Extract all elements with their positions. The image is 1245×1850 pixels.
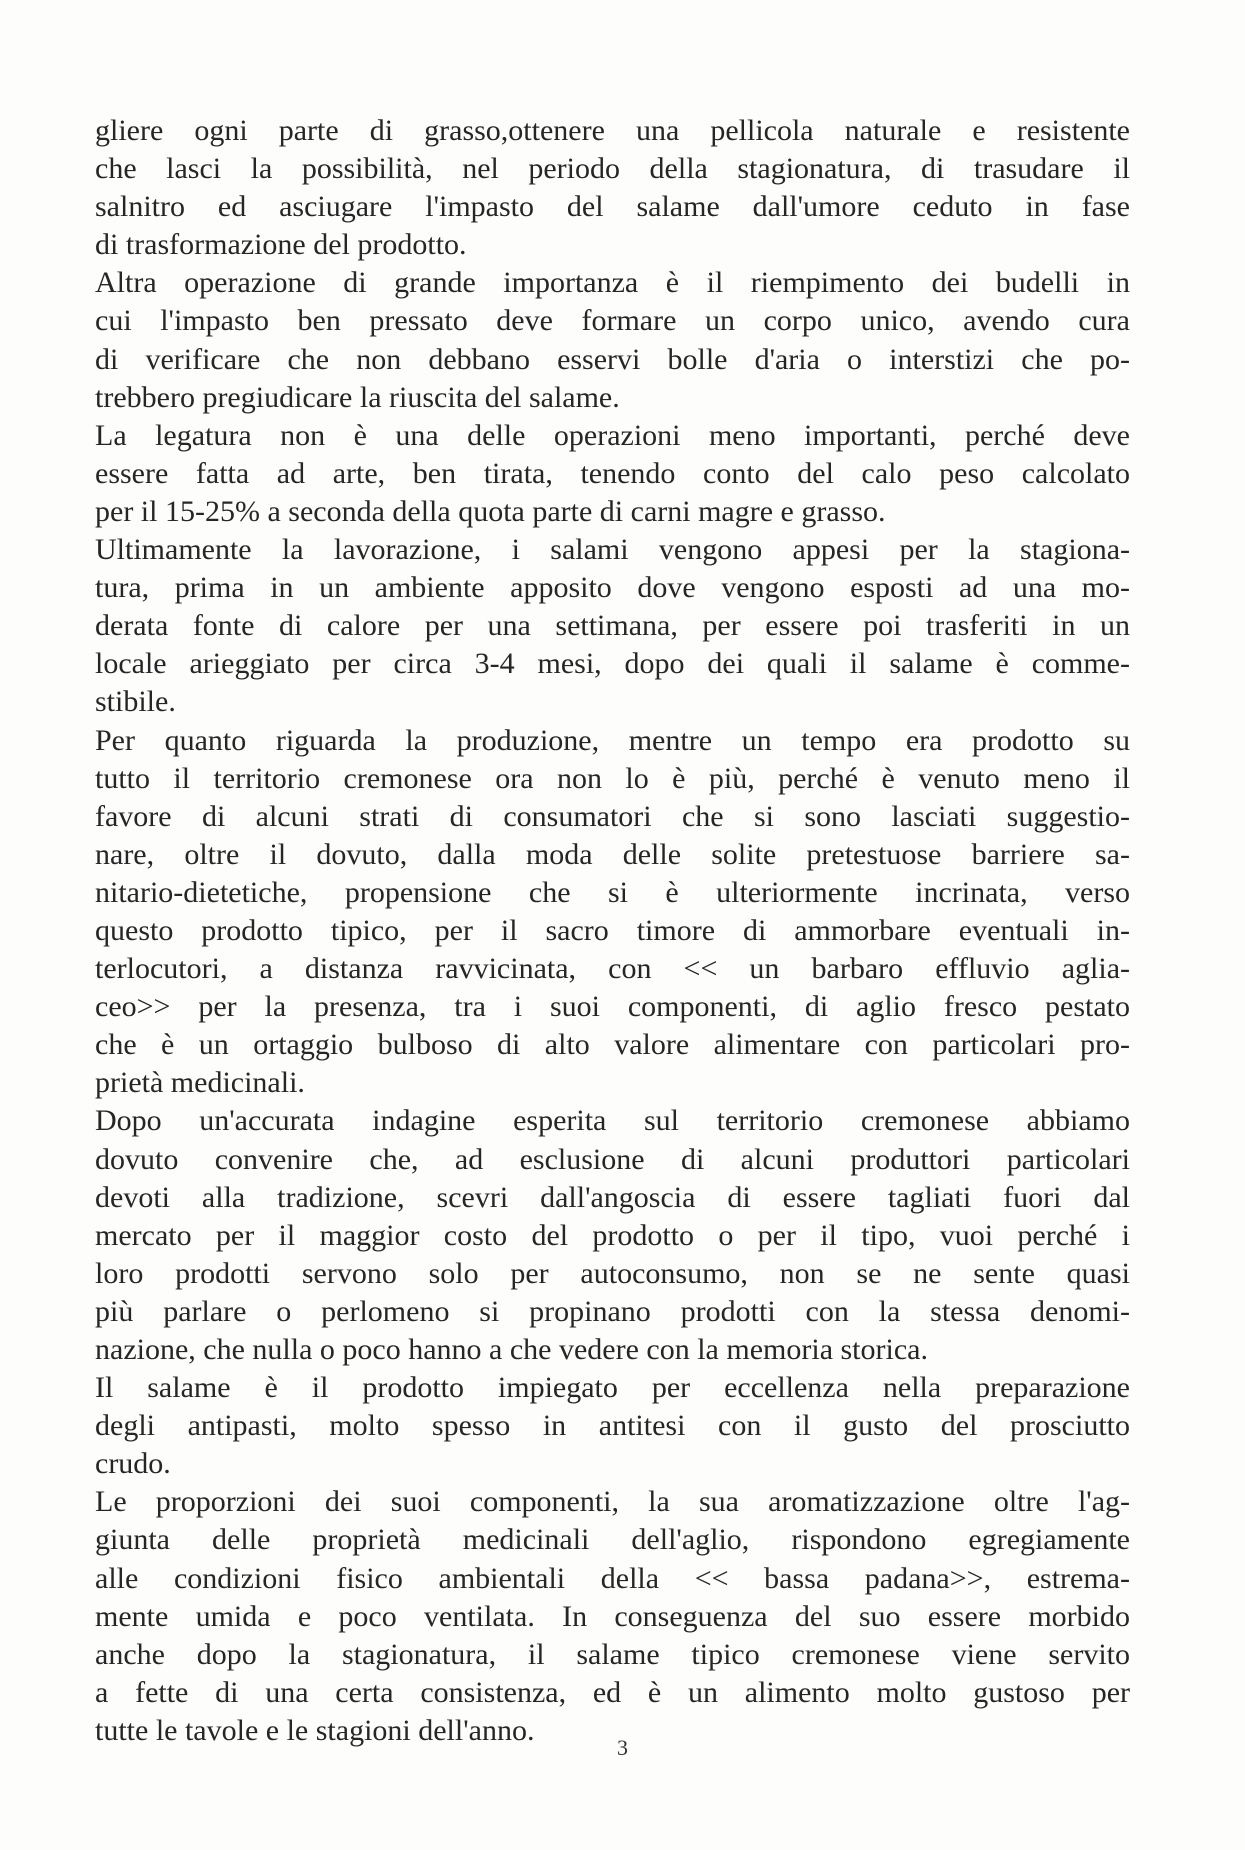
- text-line: stibile.: [95, 685, 176, 719]
- text-line: tutte le tavole e le stagioni dell'anno.: [95, 1713, 535, 1747]
- text-line: nitario-dietetiche, propensione che si è ulteriormente incrinata, verso: [95, 875, 1130, 909]
- paragraph: [95, 531, 1130, 721]
- text-line: terlocutori, a distanza ravvicinata, con << un barbaro effluvio aglia-: [95, 952, 1130, 986]
- text-line: nazione, che nulla o poco hanno a che vedere con la memoria storica.: [95, 1333, 928, 1366]
- text-line: per il 15-25% a seconda della quota parte di carni magre e grasso.: [95, 494, 886, 528]
- text-line: gliere ogni parte di grasso,ottenere una pellicola naturale e resistente: [95, 114, 1130, 147]
- text-line: favore di alcuni strati di consumatori che si sono lasciati suggestio-: [95, 799, 1130, 833]
- text-line: a fette di una certa consistenza, ed è un alimento molto gustoso per: [95, 1675, 1130, 1709]
- text-line: anche dopo la stagionatura, il salame tipico cremonese viene servito: [95, 1637, 1130, 1671]
- text-line: tura, prima in un ambiente apposito dove vengono esposti ad una mo-: [95, 571, 1130, 605]
- text-line: salnitro ed asciugare l'impasto del salame dall'umore ceduto in fase: [95, 190, 1130, 224]
- text-line: essere fatta ad arte, ben tirata, tenendo conto del calo peso calcolato: [95, 456, 1130, 490]
- paragraph: [95, 417, 1130, 531]
- text-line: cui l'impasto ben pressato deve formare un corpo unico, avendo cura: [95, 304, 1130, 338]
- text-line: più parlare o perlomeno si propinano prodotti con la stessa denomi-: [95, 1294, 1130, 1328]
- text-line: questo prodotto tipico, per il sacro timore di ammorbare eventuali in-: [95, 913, 1130, 947]
- text-line: devoti alla tradizione, scevri dall'angoscia di essere tagliati fuori dal: [95, 1180, 1130, 1214]
- page-number: 3: [617, 1735, 628, 1760]
- text-line: ceo>> per la presenza, tra i suoi componenti, di aglio fresco pestato: [95, 990, 1130, 1024]
- text-line: che è un ortaggio bulboso di alto valore alimentare con particolari pro-: [95, 1028, 1130, 1062]
- text-line: trebbero pregiudicare la riuscita del salame.: [95, 380, 620, 414]
- text-line: loro prodotti servono solo per autoconsumo, non se ne sente quasi: [95, 1256, 1130, 1290]
- text-line: alle condizioni fisico ambientali della << bassa padana>>, estrema-: [95, 1561, 1130, 1595]
- paragraph: [95, 1483, 1130, 1750]
- text-line: Ultimamente la lavorazione, i salami vengono appesi per la stagiona-: [95, 533, 1130, 567]
- text-line: di trasformazione del prodotto.: [95, 228, 467, 262]
- text-line: nare, oltre il dovuto, dalla moda delle solite pretestuose barriere sa-: [95, 837, 1130, 871]
- text-line: prietà medicinali.: [95, 1066, 305, 1100]
- paragraph: [95, 264, 1130, 416]
- text-line: locale arieggiato per circa 3-4 mesi, dopo dei quali il salame è comme-: [95, 647, 1130, 681]
- text-line: tutto il territorio cremonese ora non lo è più, perché è venuto meno il: [95, 761, 1130, 795]
- text-line: Dopo un'accurata indagine esperita sul territorio cremonese abbiamo: [95, 1104, 1130, 1138]
- text-line: che lasci la possibilità, nel periodo della stagionatura, di trasudare il: [95, 152, 1130, 186]
- paragraph: [95, 1102, 1130, 1369]
- text-line: giunta delle proprietà medicinali dell'aglio, rispondono egregiamente: [95, 1523, 1130, 1557]
- body-text: [95, 112, 1130, 1750]
- text-line: di verificare che non debbano esservi bolle d'aria o interstizi che po-: [95, 342, 1130, 376]
- text-line: mercato per il maggior costo del prodotto o per il tipo, vuoi perché i: [95, 1218, 1130, 1252]
- text-line: Il salame è il prodotto impiegato per eccellenza nella preparazione: [95, 1371, 1130, 1405]
- text-line: dovuto convenire che, ad esclusione di alcuni produttori particolari: [95, 1142, 1130, 1176]
- text-line: mente umida e poco ventilata. In conseguenza del suo essere morbido: [95, 1599, 1130, 1633]
- text-line: derata fonte di calore per una settimana, per essere poi trasferiti in un: [95, 609, 1130, 643]
- text-line: Altra operazione di grande importanza è il riempimento dei budelli in: [95, 266, 1130, 300]
- text-line: La legatura non è una delle operazioni meno importanti, perché deve: [95, 418, 1130, 452]
- paragraph: [95, 722, 1130, 1103]
- paragraph: [95, 1369, 1130, 1483]
- text-line: Le proporzioni dei suoi componenti, la sua aromatizzazione oltre l'ag-: [95, 1485, 1130, 1519]
- text-line: degli antipasti, molto spesso in antitesi con il gusto del prosciutto: [95, 1409, 1130, 1443]
- text-line: Per quanto riguarda la produzione, mentre un tempo era prodotto su: [95, 723, 1130, 757]
- text-line: crudo.: [95, 1447, 171, 1481]
- paragraph: [95, 112, 1130, 264]
